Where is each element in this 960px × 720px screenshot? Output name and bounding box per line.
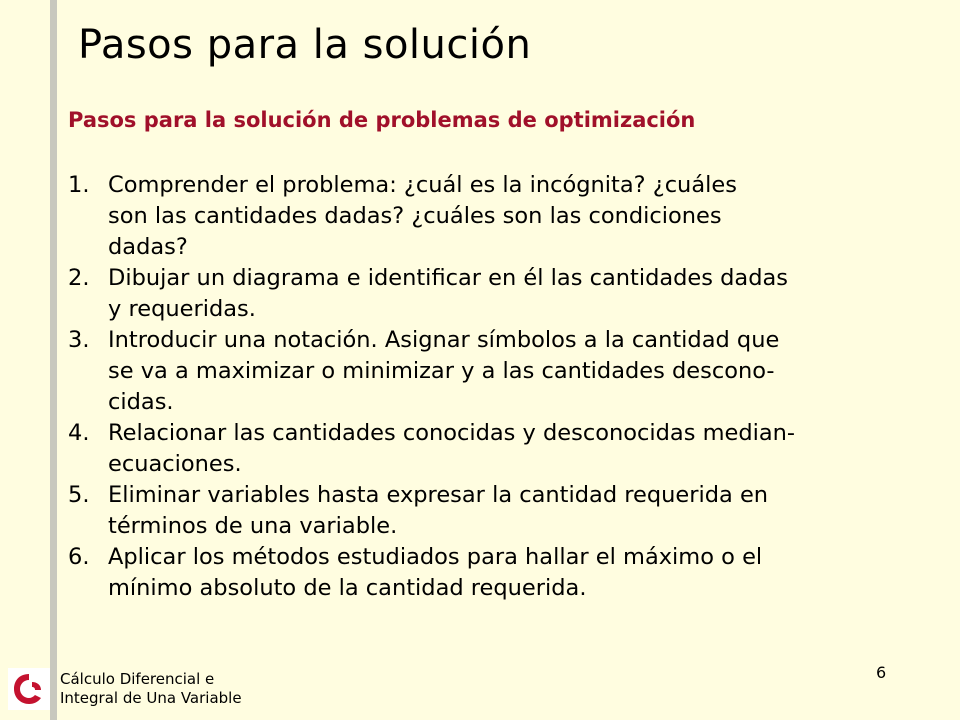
step-line: son las cantidades dadas? ¿cuáles son las condiciones <box>108 203 722 229</box>
left-margin-band <box>0 0 50 720</box>
course-caption-line: Integral de Una Variable <box>60 689 242 707</box>
step-line: Eliminar variables hasta expresar la cantidad requerida en <box>108 482 769 508</box>
slide-title: Pasos para la solución <box>78 22 532 68</box>
step-number: 6. <box>68 544 90 570</box>
university-logo-icon <box>8 668 50 710</box>
step-line: ecuaciones. <box>108 451 242 477</box>
step-text <box>108 480 928 542</box>
step-line: cidas. <box>108 389 174 415</box>
step-text <box>108 263 928 325</box>
step-number: 2. <box>68 265 90 291</box>
step-item <box>68 170 928 263</box>
course-caption <box>60 670 242 708</box>
step-text <box>108 170 928 263</box>
step-item <box>68 418 928 480</box>
step-number: 1. <box>68 172 90 198</box>
page-number: 6 <box>876 663 887 682</box>
step-line: mínimo absoluto de la cantidad requerida. <box>108 575 587 601</box>
step-text <box>108 325 928 418</box>
step-line: términos de una variable. <box>108 513 398 539</box>
step-item <box>68 480 928 542</box>
step-text <box>108 542 928 604</box>
step-number: 5. <box>68 482 90 508</box>
step-item <box>68 542 928 604</box>
step-line: se va a maximizar o minimizar y a las cantidades descono- <box>108 358 775 384</box>
step-item <box>68 263 928 325</box>
step-line: Comprender el problema: ¿cuál es la incógnita? ¿cuáles <box>108 172 737 198</box>
step-line: Aplicar los métodos estudiados para hallar el máximo o el <box>108 544 763 570</box>
step-line: Introducir una notación. Asignar símbolos a la cantidad que <box>108 327 780 353</box>
step-number: 3. <box>68 327 90 353</box>
step-line: Relacionar las cantidades conocidas y desconocidas median- <box>108 420 796 446</box>
course-caption-line: Cálculo Diferencial e <box>60 670 215 688</box>
step-item <box>68 325 928 418</box>
step-line: dadas? <box>108 234 188 260</box>
step-number: 4. <box>68 420 90 446</box>
steps-list <box>68 170 928 604</box>
step-line: Dibujar un diagrama e identificar en él las cantidades dadas <box>108 265 789 291</box>
section-subtitle: Pasos para la solución de problemas de optimización <box>68 108 696 132</box>
step-text <box>108 418 928 480</box>
step-line: y requeridas. <box>108 296 256 322</box>
left-vertical-rule <box>50 0 57 720</box>
